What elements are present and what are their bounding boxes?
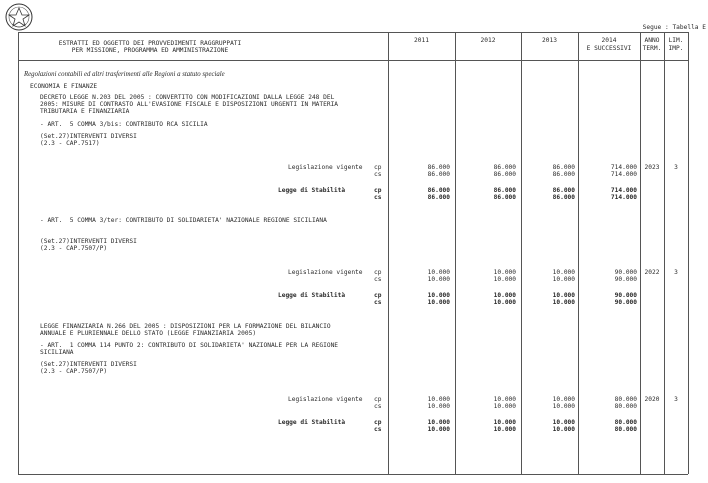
- value-cell: 90.000: [614, 269, 637, 276]
- anno-cell: 2020: [644, 396, 660, 403]
- header-year-2013: 2013: [542, 37, 557, 44]
- value-cell: 86.000: [552, 164, 575, 171]
- header-title-line2: PER MISSIONE, PROGRAMMA ED AMMINISTRAZIONE: [71, 47, 229, 54]
- law-text: LEGGE FINANZIARIA N.266 DEL 2005 : DISPOSIZIONI PER LA FORMAZIONE DEL BILANCIO: [40, 323, 331, 330]
- value-cell: 10.000: [552, 292, 575, 299]
- header-bottom-border: [18, 60, 688, 61]
- row-type: cs: [374, 426, 382, 433]
- value-cell: 714.000: [610, 171, 637, 178]
- value-cell: 10.000: [493, 276, 516, 283]
- col-border-lim: [664, 32, 665, 474]
- article-text: - ART. 1 COMMA 114 PUNTO 2: CONTRIBUTO DI SOLIDARIETA' NAZIONALE PER LA REGIONE: [40, 342, 339, 349]
- col-border-2014: [578, 32, 579, 474]
- section-subtitle: ECONOMIA E FINANZE: [30, 83, 98, 90]
- republic-emblem-icon: [4, 2, 34, 32]
- article-text: - ART. 5 COMMA 3/bis: CONTRIBUTO RCA SICILIA: [40, 121, 208, 128]
- value-cell: 10.000: [552, 299, 575, 306]
- section-title: Regolazioni contabili ed altri trasferimenti alle Regioni a statuto speciale: [24, 71, 225, 78]
- law-text: TRIBUTARIA E FINANZIARIA: [40, 108, 130, 115]
- table-bottom-border: [18, 474, 688, 475]
- value-cell: 10.000: [552, 403, 575, 410]
- value-cell: 10.000: [552, 426, 575, 433]
- value-cell: 10.000: [493, 396, 516, 403]
- chapter-text: (2.3 - CAP.7507/P): [40, 368, 108, 375]
- row-type: cp: [374, 292, 382, 299]
- value-cell: 86.000: [493, 194, 516, 201]
- value-cell: 10.000: [493, 269, 516, 276]
- value-cell: 10.000: [427, 292, 450, 299]
- header-anno-sub: TERM.: [642, 45, 662, 52]
- law-text: ANNUALE E PLURIENNALE DELLO STATO (LEGGE FINANZIARIA 2005): [40, 330, 257, 337]
- article-text: - ART. 5 COMMA 3/ter: CONTRIBUTO DI SOLIDARIETA' NAZIONALE REGIONE SICILIANA: [40, 217, 327, 224]
- table-continuation-label: Segue : Tabella E: [642, 24, 706, 31]
- value-cell: 86.000: [552, 194, 575, 201]
- row-type: cs: [374, 299, 382, 306]
- value-cell: 10.000: [552, 396, 575, 403]
- value-cell: 86.000: [427, 187, 450, 194]
- value-cell: 80.000: [614, 426, 637, 433]
- row-label: Legislazione vigente: [288, 396, 363, 403]
- value-cell: 10.000: [493, 403, 516, 410]
- row-label: Legge di Stabilità: [278, 419, 346, 426]
- value-cell: 714.000: [610, 187, 637, 194]
- value-cell: 10.000: [493, 426, 516, 433]
- row-type: cp: [374, 396, 382, 403]
- col-border-2013: [521, 32, 522, 474]
- value-cell: 90.000: [614, 299, 637, 306]
- value-cell: 10.000: [552, 276, 575, 283]
- sector-text: (Set.27)INTERVENTI DIVERSI: [40, 238, 137, 245]
- value-cell: 80.000: [614, 403, 637, 410]
- value-cell: 10.000: [427, 426, 450, 433]
- value-cell: 86.000: [427, 164, 450, 171]
- header-year-2012: 2012: [480, 37, 496, 44]
- value-cell: 10.000: [427, 276, 450, 283]
- row-type: cp: [374, 419, 382, 426]
- row-type: cs: [374, 403, 382, 410]
- row-type: cp: [374, 164, 382, 171]
- value-cell: 10.000: [427, 396, 450, 403]
- value-cell: 86.000: [493, 187, 516, 194]
- header-title-line1: ESTRATTI ED OGGETTO DEI PROVVEDIMENTI RAGGRUPPATI: [58, 40, 242, 47]
- header-year-2014: 2014: [601, 37, 617, 44]
- value-cell: 90.000: [614, 276, 637, 283]
- value-cell: 10.000: [552, 269, 575, 276]
- value-cell: 10.000: [427, 299, 450, 306]
- chapter-text: (2.3 - CAP.7517): [40, 140, 100, 147]
- value-cell: 80.000: [614, 396, 637, 403]
- value-cell: 714.000: [610, 164, 637, 171]
- value-cell: 86.000: [552, 171, 575, 178]
- row-type: cp: [374, 269, 382, 276]
- header-year-2011: 2011: [414, 37, 429, 44]
- value-cell: 86.000: [493, 171, 516, 178]
- header-anno: ANNO: [644, 37, 660, 44]
- sector-text: (Set.27)INTERVENTI DIVERSI: [40, 361, 137, 368]
- article-text: SICILIANA: [40, 349, 74, 356]
- anno-cell: 2023: [644, 164, 660, 171]
- lim-cell: 3: [674, 269, 678, 276]
- value-cell: 10.000: [427, 403, 450, 410]
- col-border-2011: [388, 32, 389, 474]
- header-year-2014-sub: E SUCCESSIVI: [586, 45, 632, 52]
- chapter-text: (2.3 - CAP.7507/P): [40, 245, 108, 252]
- lim-cell: 3: [674, 396, 678, 403]
- row-type: cs: [374, 276, 382, 283]
- value-cell: 86.000: [493, 164, 516, 171]
- row-label: Legislazione vigente: [288, 164, 363, 171]
- value-cell: 10.000: [493, 299, 516, 306]
- value-cell: 10.000: [427, 269, 450, 276]
- value-cell: 714.000: [610, 194, 637, 201]
- value-cell: 86.000: [552, 187, 575, 194]
- value-cell: 10.000: [552, 419, 575, 426]
- row-label: Legislazione vigente: [288, 269, 363, 276]
- row-type: cp: [374, 187, 382, 194]
- value-cell: 86.000: [427, 194, 450, 201]
- row-type: cs: [374, 171, 382, 178]
- value-cell: 90.000: [614, 292, 637, 299]
- col-border-anno: [640, 32, 641, 474]
- law-text: 2005: MISURE DI CONTRASTO ALL'EVASIONE FISCALE E DISPOSIZIONI URGENTI IN MATERIA: [40, 101, 339, 108]
- row-label: Legge di Stabilità: [278, 187, 346, 194]
- table-top-border: [18, 32, 688, 33]
- value-cell: 86.000: [427, 171, 450, 178]
- value-cell: 80.000: [614, 419, 637, 426]
- row-label: Legge di Stabilità: [278, 292, 346, 299]
- anno-cell: 2022: [644, 269, 660, 276]
- lim-cell: 3: [674, 164, 678, 171]
- sector-text: (Set.27)INTERVENTI DIVERSI: [40, 133, 137, 140]
- col-border-right: [688, 32, 689, 474]
- header-lim: LIM.: [668, 37, 684, 44]
- col-border-left: [18, 32, 19, 474]
- value-cell: 10.000: [493, 419, 516, 426]
- value-cell: 10.000: [427, 419, 450, 426]
- col-border-2012: [455, 32, 456, 474]
- row-type: cs: [374, 194, 382, 201]
- law-text: DECRETO LEGGE N.203 DEL 2005 : CONVERTITO CON MODIFICAZIONI DALLA LEGGE 248 DEL: [40, 94, 335, 101]
- value-cell: 10.000: [493, 292, 516, 299]
- header-lim-sub: IMP.: [668, 45, 684, 52]
